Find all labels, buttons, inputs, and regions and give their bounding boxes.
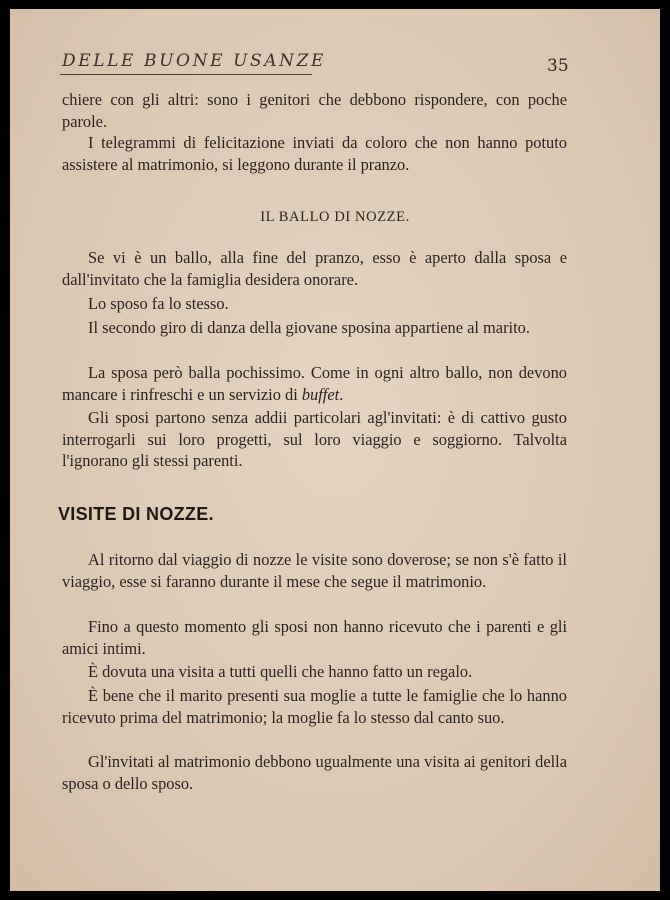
page-number: 35: [547, 56, 569, 76]
section-title-visite: VISITE DI NOZZE.: [58, 504, 214, 524]
paragraph-fino: Fino a questo momento gli sposi non hanno ricevuto che i parenti e gli amici intimi.: [62, 617, 567, 658]
paragraph-secondo-giro: Il secondo giro di danza della giovane sposina appartiene al marito.: [88, 318, 530, 337]
paragraph-ballo: Se vi è un ballo, alla fine del pranzo, esso è aperto dalla sposa e dall'invitato che la famiglia desidera onorare.: [62, 248, 567, 289]
book-page: [10, 9, 660, 891]
paragraph-telegrammi: I telegrammi di felicitazione inviati da coloro che non hanno potuto assistere al matrimonio, si leggono durante il pranzo.: [62, 133, 567, 174]
rinfreschi-text: La sposa però balla pochissimo. Come in ogni altro ballo, non devono mancare i rinfreschi e un servizio di: [62, 363, 567, 404]
paragraph-sposo: Lo sposo fa lo stesso.: [88, 294, 229, 313]
paragraph-regalo: È dovuta una visita a tutti quelli che hanno fatto un regalo.: [88, 662, 473, 681]
paragraph-ritorno: Al ritorno dal viaggio di nozze le visite sono doverose; se non s'è fatto il viaggio, esse si faranno durante il mese che segue il matrimonio.: [62, 550, 567, 591]
paragraph-chiere: chiere con gli altri: sono i genitori che debbono rispondere, con poche parole.: [62, 90, 567, 131]
paragraph-invitati: Gl'invitati al matrimonio debbono ugualmente una visita ai genitori della sposa o dello sposo.: [62, 752, 567, 793]
buffet-word: buffet: [301, 384, 340, 404]
paragraph-partenza: Gli sposi partono senza addii particolari agl'invitati: è di cattivo gusto interrogarli sui loro progetti, sul loro viaggio e soggiorno. Talvolta l'ignorano gli stessi parenti.: [62, 408, 567, 470]
rinfreschi-tail: .: [339, 384, 344, 404]
header-rule: [60, 74, 312, 75]
paragraph-marito: È bene che il marito presenti sua moglie a tutte le famiglie che lo hanno ricevuto prima del matrimonio; la moglie fa lo stesso dal canto suo.: [62, 686, 567, 727]
running-title: DELLE BUONE USANZE: [62, 51, 327, 71]
paragraph-rinfreschi: [62, 362, 567, 405]
subheading-ballo: IL BALLO DI NOZZE.: [260, 209, 410, 225]
